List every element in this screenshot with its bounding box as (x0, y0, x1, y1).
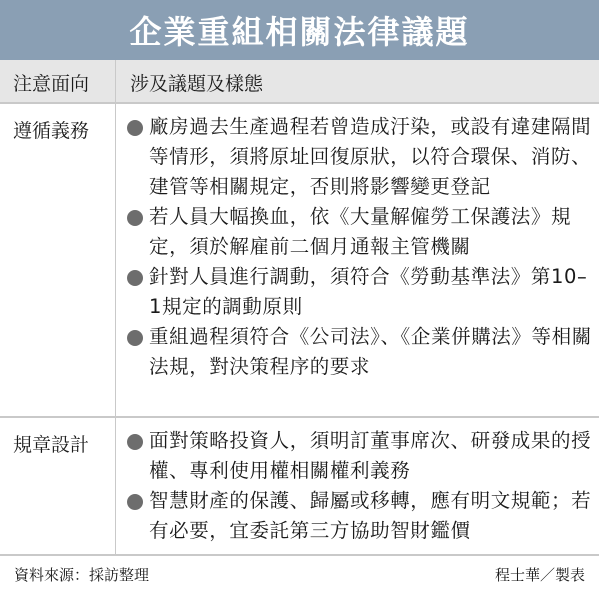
source-note: 資料來源：採訪整理 (14, 566, 150, 584)
header-aspect: 注意面向 (13, 73, 90, 95)
section-label: 規章設計 (13, 434, 90, 456)
list-item-text: 若人員大幅換血，依《大量解僱勞工保護法》規定，須於解雇前二個月通報主管機關 (149, 205, 572, 258)
list-item (125, 112, 595, 202)
section-label: 遵循義務 (13, 120, 90, 142)
credit-note: 程士華／製表 (494, 566, 585, 584)
list-item (125, 322, 595, 382)
list-item (125, 202, 595, 262)
list-item-text: 針對人員進行調動，須符合《勞動基準法》第10–1規定的調動原則 (149, 265, 588, 318)
bullet-icon (127, 434, 143, 450)
header-issues: 涉及議題及樣態 (130, 73, 264, 95)
list-item (125, 426, 595, 486)
bullet-icon (127, 494, 143, 510)
list-item-text: 重組過程須符合《公司法》、《企業併購法》等相關法規，對決策程序的要求 (149, 325, 592, 378)
title-bar (0, 0, 599, 60)
bullet-list (125, 112, 595, 382)
list-item (125, 262, 595, 322)
bullet-icon (127, 330, 143, 346)
list-item-text: 面對策略投資人，須明訂董事席次、研發成果的授權、專利使用權相關權利義務 (149, 429, 592, 482)
bullet-icon (127, 210, 143, 226)
list-item-text: 廠房過去生產過程若曾造成汙染，或設有違建隔間等情形，須將原址回復原狀，以符合環保、消防、建管等相關規定，否則將影響變更登記 (149, 115, 592, 198)
bullet-icon (127, 270, 143, 286)
section-compliance (0, 104, 599, 414)
list-item-text: 智慧財產的保護、歸屬或移轉，應有明文規範；若有必要，宜委託第三方協助智財鑑價 (149, 489, 592, 542)
section-regulation-design (0, 418, 599, 554)
list-item (125, 486, 595, 546)
bullet-list (125, 426, 595, 546)
page-title: 企業重組相關法律議題 (129, 13, 470, 51)
table-header (0, 60, 599, 104)
footer (0, 555, 599, 591)
bullet-icon (127, 120, 143, 136)
